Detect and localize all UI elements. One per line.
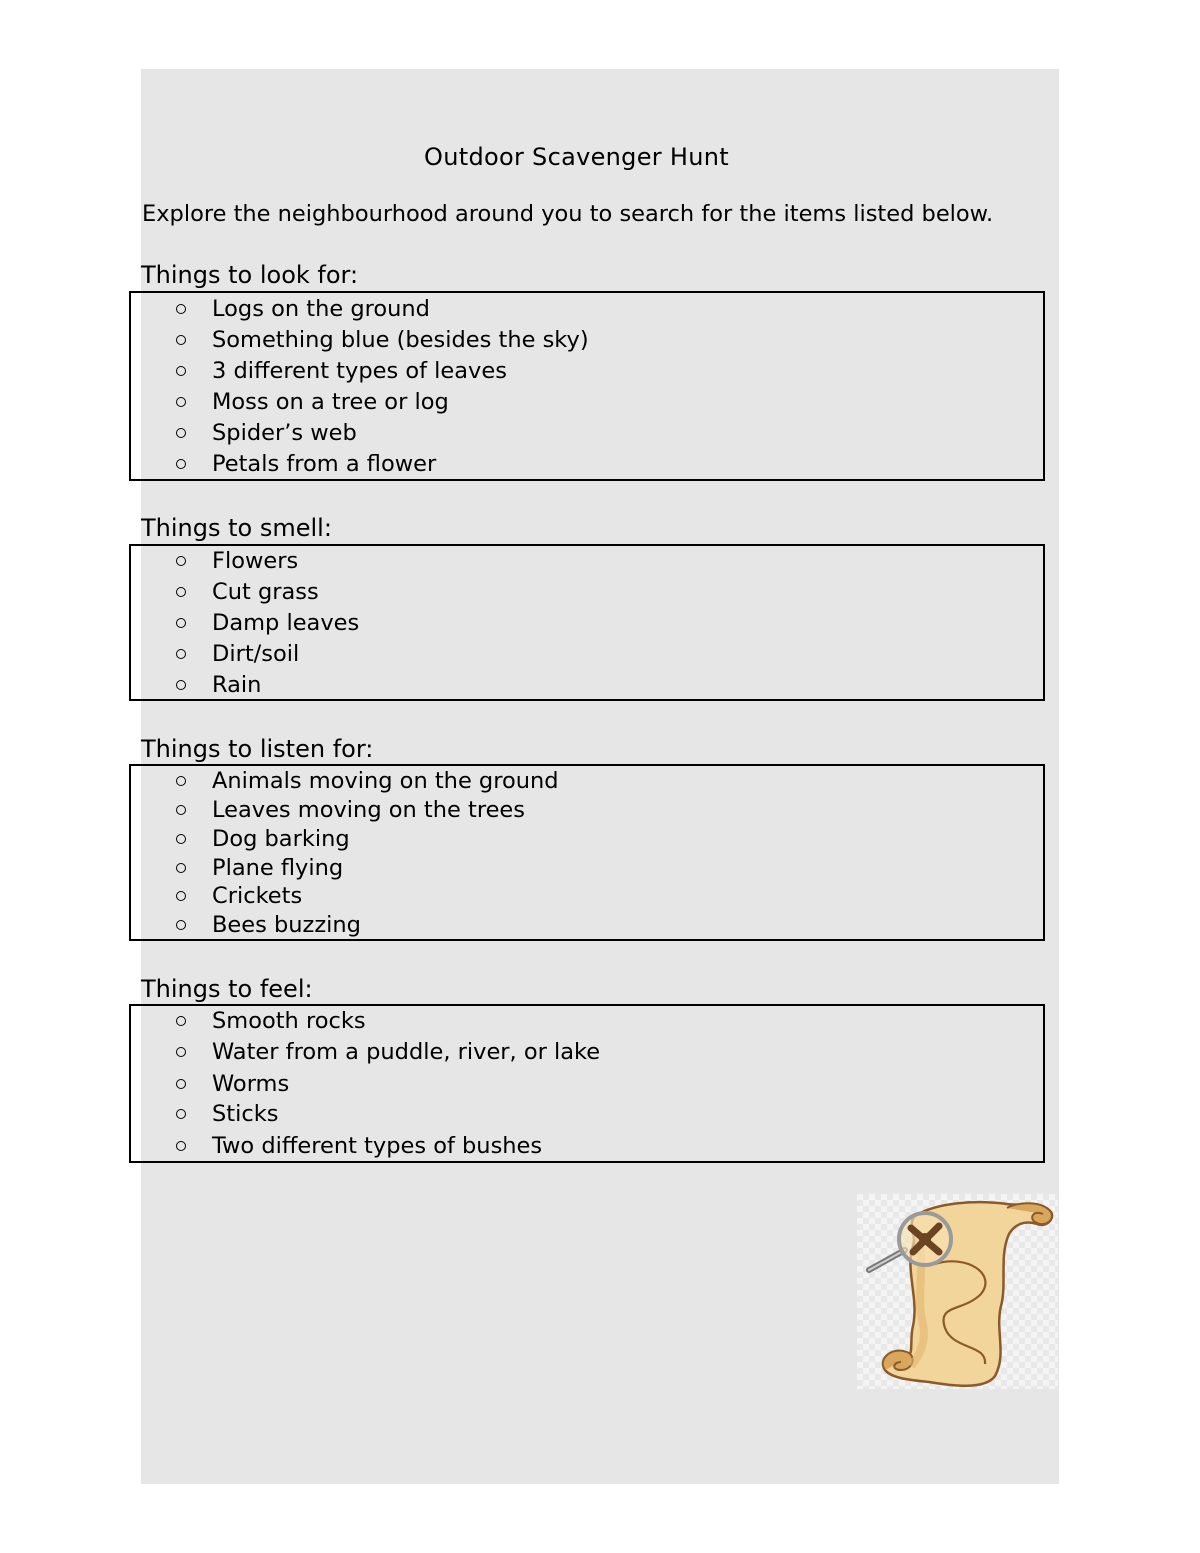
section-heading-listen: Things to listen for:	[141, 735, 374, 763]
list-item	[131, 795, 1043, 825]
list-item	[131, 1037, 1043, 1067]
intro-paragraph: Explore the neighbourhood around you to search for the items listed below.	[142, 201, 994, 227]
list-item	[131, 325, 1043, 355]
list-item-text: Dog barking	[212, 826, 350, 852]
list-item	[131, 1131, 1043, 1161]
list-item-text: Leaves moving on the trees	[212, 797, 525, 823]
circle-bullet-icon	[176, 366, 186, 376]
circle-bullet-icon	[176, 680, 186, 690]
list-item-text: 3 different types of leaves	[212, 358, 507, 384]
list-item-text: Two different types of bushes	[212, 1133, 543, 1159]
list-item	[131, 418, 1043, 448]
document-title: Outdoor Scavenger Hunt	[424, 143, 729, 171]
list-item	[131, 853, 1043, 883]
circle-bullet-icon	[176, 459, 186, 469]
list-item	[131, 449, 1043, 479]
list-item	[131, 1099, 1043, 1129]
circle-bullet-icon	[176, 805, 186, 815]
list-item	[131, 766, 1043, 796]
circle-bullet-icon	[176, 891, 186, 901]
section-heading-smell: Things to smell:	[141, 514, 332, 542]
checklist-box-look	[129, 291, 1045, 481]
list-item	[131, 824, 1043, 854]
circle-bullet-icon	[176, 587, 186, 597]
list-item	[131, 910, 1043, 940]
list-item-text: Logs on the ground	[212, 296, 430, 322]
list-item-text: Flowers	[212, 548, 299, 574]
section-heading-look: Things to look for:	[141, 261, 359, 289]
list-item	[131, 639, 1043, 669]
checklist-box-smell	[129, 544, 1045, 701]
list-item-text: Crickets	[212, 883, 303, 909]
list-item-text: Plane flying	[212, 855, 344, 881]
circle-bullet-icon	[176, 649, 186, 659]
list-item-text: Spider’s web	[212, 420, 357, 446]
treasure-map-icon	[857, 1194, 1058, 1389]
list-item	[131, 881, 1043, 911]
list-item-text: Worms	[212, 1071, 290, 1097]
list-item	[131, 356, 1043, 386]
list-item-text: Moss on a tree or log	[212, 389, 449, 415]
list-item-text: Bees buzzing	[212, 912, 361, 938]
list-item-text: Something blue (besides the sky)	[212, 327, 589, 353]
circle-bullet-icon	[176, 304, 186, 314]
checklist-box-feel	[129, 1004, 1045, 1163]
scroll-bottom-curl	[883, 1351, 913, 1370]
list-item	[131, 608, 1043, 638]
list-item	[131, 670, 1043, 700]
circle-bullet-icon	[176, 920, 186, 930]
list-item-text: Animals moving on the ground	[212, 768, 559, 794]
list-item	[131, 577, 1043, 607]
list-item	[131, 1069, 1043, 1099]
circle-bullet-icon	[176, 1079, 186, 1089]
circle-bullet-icon	[176, 863, 186, 873]
circle-bullet-icon	[176, 618, 186, 628]
circle-bullet-icon	[176, 1109, 186, 1119]
list-item	[131, 1006, 1043, 1036]
list-item	[131, 387, 1043, 417]
list-item	[131, 546, 1043, 576]
circle-bullet-icon	[176, 335, 186, 345]
list-item-text: Dirt/soil	[212, 641, 300, 667]
circle-bullet-icon	[176, 1016, 186, 1026]
circle-bullet-icon	[176, 776, 186, 786]
checklist-box-listen	[129, 764, 1045, 941]
section-heading-feel: Things to feel:	[141, 975, 313, 1003]
treasure-map-illustration	[857, 1194, 1058, 1389]
list-item-text: Cut grass	[212, 579, 319, 605]
circle-bullet-icon	[176, 1141, 186, 1151]
list-item-text: Smooth rocks	[212, 1008, 366, 1034]
list-item-text: Damp leaves	[212, 610, 360, 636]
list-item-text: Water from a puddle, river, or lake	[212, 1039, 601, 1065]
list-item	[131, 294, 1043, 324]
list-item-text: Sticks	[212, 1101, 279, 1127]
list-item-text: Rain	[212, 672, 262, 698]
circle-bullet-icon	[176, 1047, 186, 1057]
circle-bullet-icon	[176, 428, 186, 438]
list-item-text: Petals from a flower	[212, 451, 437, 477]
circle-bullet-icon	[176, 556, 186, 566]
circle-bullet-icon	[176, 834, 186, 844]
circle-bullet-icon	[176, 397, 186, 407]
